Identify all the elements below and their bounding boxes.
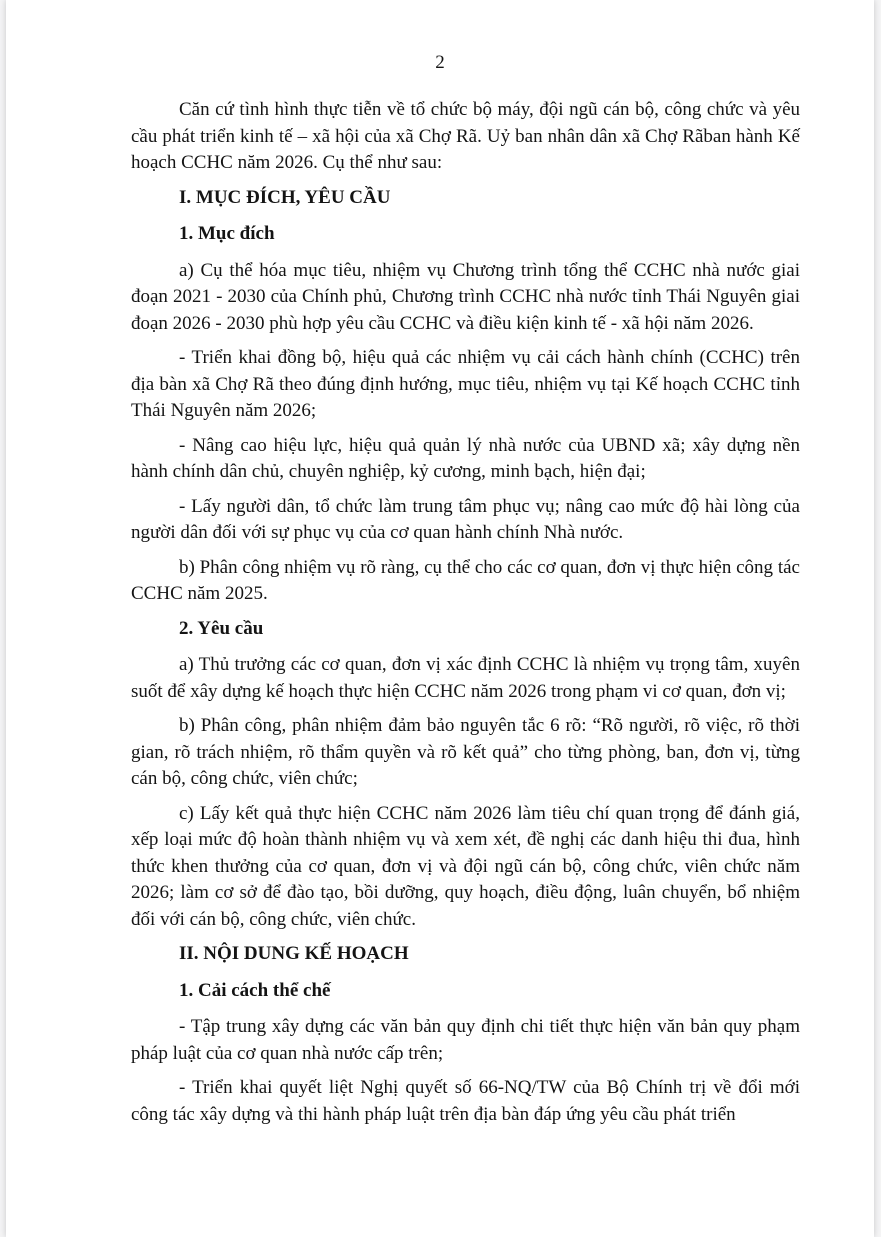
requirement-a: a) Thủ trưởng các cơ quan, đơn vị xác định CCHC là nhiệm vụ trọng tâm, xuyên suốt để xây dựng kế hoạch thực hiện CCHC năm 2026 trong phạm vi cơ quan, đơn vị; xyxy=(131,654,800,702)
document-body xyxy=(131,97,800,1136)
purpose-bullet-2: - Nâng cao hiệu lực, hiệu quả quản lý nhà nước của UBND xã; xây dựng nền hành chính dân chủ, chuyên nghiệp, kỷ cương, minh bạch, hiện đại; xyxy=(131,434,800,482)
page-number: 2 xyxy=(435,52,445,73)
purpose-b: b) Phân công nhiệm vụ rõ ràng, cụ thể cho các cơ quan, đơn vị thực hiện công tác CCHC năm 2025. xyxy=(131,556,800,604)
institution-bullet-2: - Triển khai quyết liệt Nghị quyết số 66-NQ/TW của Bộ Chính trị về đổi mới công tác xây dựng và thi hành pháp luật trên địa bàn đáp ứng yêu cầu phát triển xyxy=(131,1077,800,1125)
document-page xyxy=(6,0,874,1237)
subsection-heading-the-che: 1. Cải cách thể chế xyxy=(179,979,331,1001)
subsection-heading-yeu-cau: 2. Yêu cầu xyxy=(179,617,264,639)
institution-bullet-1: - Tập trung xây dựng các văn bản quy định chi tiết thực hiện văn bản quy phạm pháp luật của cơ quan nhà nước cấp trên; xyxy=(131,1016,800,1064)
requirement-b: b) Phân công, phân nhiệm đảm bảo nguyên tắc 6 rõ: “Rõ người, rõ việc, rõ thời gian, rõ trách nhiệm, rõ thẩm quyền và rõ kết quả” cho từng phòng, ban, đơn vị, từng cán bộ, công chức, viên chức; xyxy=(131,715,800,789)
purpose-bullet-1: - Triển khai đồng bộ, hiệu quả các nhiệm vụ cải cách hành chính (CCHC) trên địa bàn xã Chợ Rã theo đúng định hướng, mục tiêu, nhiệm vụ tại Kế hoạch CCHC tỉnh Thái Nguyên năm 2026; xyxy=(131,347,800,421)
requirement-c: c) Lấy kết quả thực hiện CCHC năm 2026 làm tiêu chí quan trọng để đánh giá, xếp loại mức độ hoàn thành nhiệm vụ và xem xét, đề nghị các danh hiệu thi đua, hình thức khen thưởng của cơ quan, đơn vị và đội ngũ cán bộ, công chức, viên chức năm 2026; làm cơ sở để đào tạo, bồi dưỡng, quy hoạch, điều động, luân chuyển, bổ nhiệm đối với cán bộ, công chức, viên chức. xyxy=(131,802,800,930)
section-heading-2: II. NỘI DUNG KẾ HOẠCH xyxy=(179,943,409,964)
subsection-heading-muc-dich: 1. Mục đích xyxy=(179,223,275,244)
intro-paragraph: Căn cứ tình hình thực tiễn về tổ chức bộ máy, đội ngũ cán bộ, công chức và yêu cầu phát triển kinh tế – xã hội của xã Chợ Rã. Uỷ ban nhân dân xã Chợ Rãban hành Kế hoạch CCHC năm 2026. Cụ thể như sau: xyxy=(131,99,800,173)
section-heading-1: I. MỤC ĐÍCH, YÊU CẦU xyxy=(179,186,391,208)
purpose-bullet-3: - Lấy người dân, tổ chức làm trung tâm phục vụ; nâng cao mức độ hài lòng của người dân đối với sự phục vụ của cơ quan hành chính Nhà nước. xyxy=(131,495,800,543)
purpose-a: a) Cụ thể hóa mục tiêu, nhiệm vụ Chương trình tổng thể CCHC nhà nước giai đoạn 2021 - 2030 của Chính phủ, Chương trình CCHC nhà nước tỉnh Thái Nguyên giai đoạn 2026 - 2030 phù hợp yêu cầu CCHC và điều kiện kinh tế - xã hội năm 2026. xyxy=(131,259,800,334)
